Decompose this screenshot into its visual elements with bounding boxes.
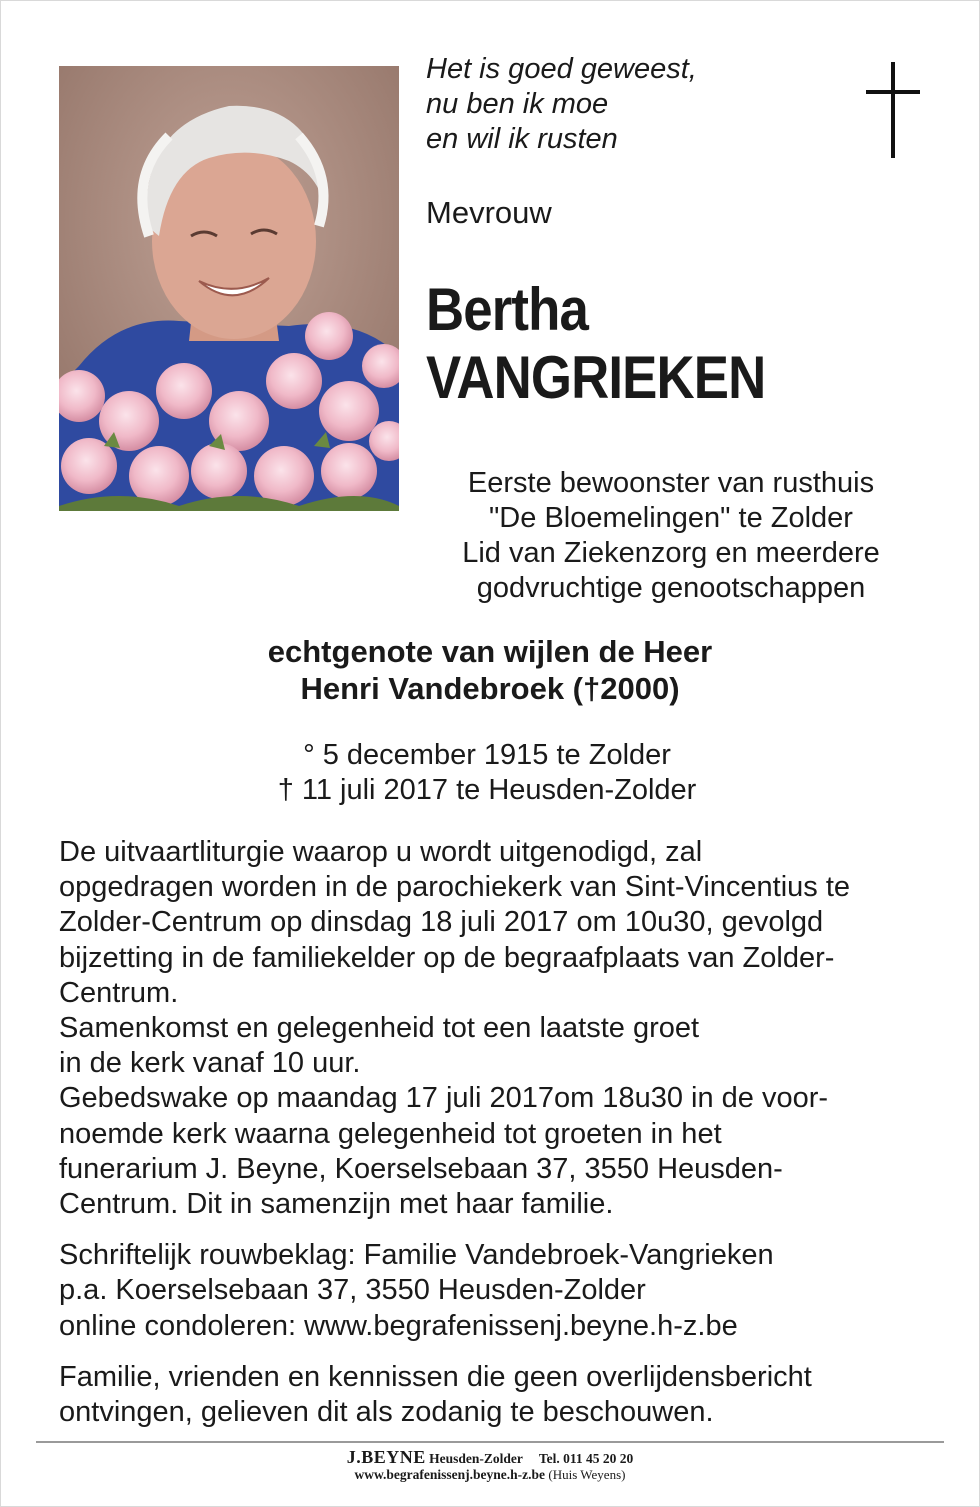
poem-line: en wil ik rusten (426, 123, 618, 155)
biography (420, 466, 922, 606)
funeral-home-note: (Huis Weyens) (548, 1467, 626, 1482)
announcement-body (59, 835, 939, 1430)
funeral-details (59, 835, 939, 1222)
bio-line: "De Bloemelingen" te Zolder (489, 502, 853, 534)
condolence-line: Schriftelijk rouwbeklag: Familie Vandebroek-Vangrieken (59, 1239, 774, 1272)
life-dates (0, 738, 974, 808)
funeral-home-phone: Tel. 011 45 20 20 (538, 1451, 634, 1466)
funeral-home-website[interactable]: www.begrafenissenj.beyne.h-z.be (354, 1467, 546, 1482)
bio-line: Lid van Ziekenzorg en meerdere (462, 537, 880, 569)
closing-note (59, 1360, 939, 1430)
footer (0, 1449, 980, 1483)
spouse-line: Henri Vandebroek (†2000) (300, 671, 680, 706)
funeral-line: Centrum. Dit in samenzijn met haar familie. (59, 1188, 614, 1221)
spouse-line: echtgenote van wijlen de Heer (267, 634, 713, 669)
first-name: Bertha (426, 276, 588, 343)
paragraph-gap (59, 1344, 939, 1360)
title-prefix: Mevrouw (426, 195, 552, 230)
bio-line: godvruchtige genootschappen (476, 572, 866, 604)
bio-line: Eerste bewoonster van rusthuis (467, 467, 875, 499)
funeral-line: Centrum. (59, 976, 179, 1009)
condolence-line: p.a. Koerselsebaan 37, 3550 Heusden-Zolder (59, 1274, 646, 1307)
funeral-line: noemde kerk waarna gelegenheid tot groeten in het (59, 1117, 722, 1150)
footer-divider (36, 1441, 944, 1443)
funeral-line: in de kerk vanaf 10 uur. (59, 1047, 361, 1080)
death-date: † 11 juli 2017 te Heusden-Zolder (277, 774, 697, 806)
latin-cross-icon (864, 62, 922, 158)
closing-line: Familie, vrienden en kennissen die geen overlijdensbericht (59, 1360, 812, 1393)
funeral-line: funerarium J. Beyne, Koerselsebaan 37, 3550 Heusden- (59, 1152, 783, 1185)
funeral-line: bijzetting in de familiekelder op de begraafplaats van Zolder- (59, 941, 835, 974)
closing-line: ontvingen, gelieven dit als zodanig te beschouwen. (59, 1396, 714, 1429)
poem-line: Het is goed geweest, (426, 53, 697, 85)
birth-date: ° 5 december 1915 te Zolder (303, 739, 671, 771)
condolence-details (59, 1238, 939, 1344)
poem (426, 52, 697, 157)
funeral-home-brand: J.BEYNE (346, 1447, 426, 1467)
funeral-line: opgedragen worden in de parochiekerk van Sint-Vincentius te (59, 871, 851, 904)
last-name: VANGRIEKEN (426, 344, 766, 411)
deceased-name (426, 276, 765, 412)
funeral-line: Zolder-Centrum op dinsdag 18 juli 2017 om 10u30, gevolgd (59, 906, 824, 939)
funeral-line: Samenkomst en gelegenheid tot een laatste groet (59, 1012, 700, 1045)
poem-line: nu ben ik moe (426, 88, 609, 120)
portrait-photo (59, 66, 399, 511)
funeral-line: De uitvaartliturgie waarop u wordt uitgenodigd, zal (59, 836, 703, 868)
condolence-url[interactable]: online condoleren: www.begrafenissenj.beyne.h-z.be (59, 1309, 738, 1342)
spouse-info (0, 633, 980, 707)
paragraph-gap (59, 1222, 939, 1238)
funeral-home-location: Heusden-Zolder (429, 1451, 523, 1466)
funeral-line: Gebedswake op maandag 17 juli 2017om 18u30 in de voor- (59, 1082, 829, 1115)
